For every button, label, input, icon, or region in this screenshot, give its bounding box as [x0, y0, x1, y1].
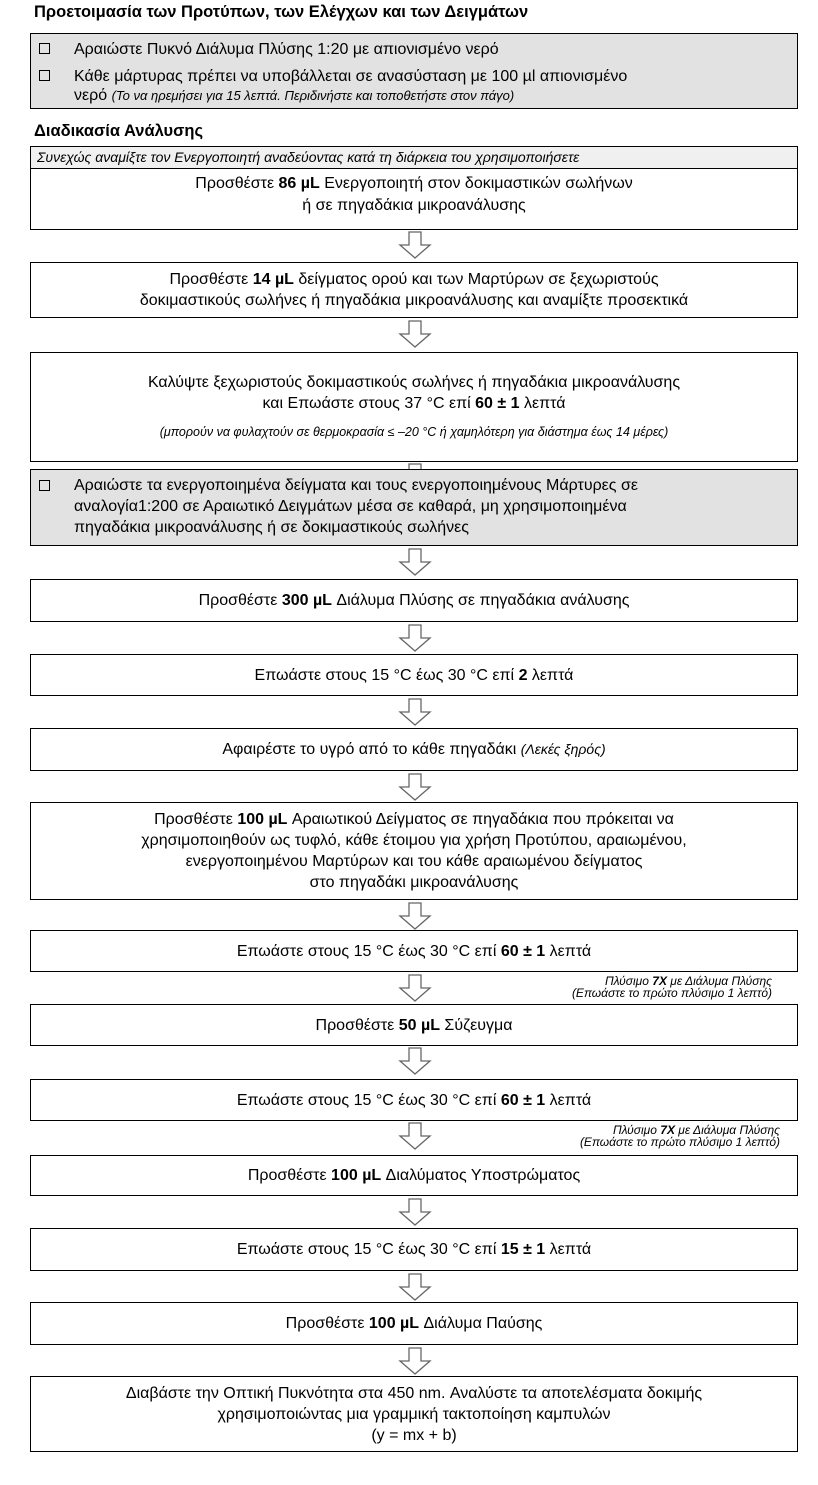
- step-4-item: [31, 475, 638, 538]
- checkbox-icon: [39, 480, 50, 491]
- step-13-post: λεπτά: [545, 1241, 592, 1258]
- step-15-line3: (y = mx + b): [371, 1426, 457, 1444]
- step-11-time: 60 ± 1: [500, 1091, 546, 1109]
- step-1-line2: ή σε πηγαδάκια μικροανάλυσης: [302, 197, 526, 214]
- prep-item-2-text: [74, 67, 627, 105]
- checkbox-icon: [39, 70, 50, 81]
- down-arrow-icon: [398, 231, 432, 259]
- step-1-pre: Προσθέστε: [195, 175, 279, 192]
- prep-item-1-text: Αραιώστε Πυκνό Διάλυμα Πλύσης 1:20 με απιονισμένο νερό: [74, 41, 499, 58]
- step-1-volume: 86 µL: [278, 175, 320, 192]
- down-arrow-icon: [398, 773, 432, 801]
- step-14-pre: Προσθέστε: [285, 1315, 369, 1332]
- wash-2-post: με Διάλυμα Πλύσης: [674, 1123, 780, 1137]
- step-4-line2: αναλογία1:200 σε Αραιωτικό Δειγμάτων μέσα σε καθαρά, μη χρησιμοποιημένα: [74, 498, 627, 515]
- wash-1-pre: Πλύσιμο: [604, 974, 653, 988]
- checkbox-icon: [39, 43, 50, 54]
- step-7-note: (Λεκές ξηρός): [520, 741, 606, 757]
- step-8-volume: 100 µL: [237, 811, 288, 828]
- step-2-line1: [169, 269, 658, 290]
- step-3-line1: Καλύψτε ξεχωριστούς δοκιμαστικούς σωλήνες ή πηγαδάκια μικροανάλυσης: [147, 373, 681, 391]
- step-8-line4: στο πηγαδάκι μικροανάλυσης: [309, 874, 519, 891]
- activator-banner: Συνεχώς αναμίξτε τον Ενεργοποιητή αναδεύοντας κατά τη διάρκεια του χρησιμοποιήσετε: [31, 147, 797, 169]
- step-4-line1: Αραιώστε τα ενεργοποιημένα δείγματα και τους ενεργοποιημένους Μάρτυρες σε: [74, 477, 638, 494]
- step-9-post: λεπτά: [545, 942, 592, 960]
- step-11-box: [30, 1079, 798, 1121]
- wash-1-line2: (Επωάστε το πρώτο πλύσιμο 1 λεπτό): [571, 986, 772, 1000]
- step-2-pre: Προσθέστε: [169, 271, 253, 288]
- step-11-pre: Επωάστε στους 15 °C έως 30 °C επί: [236, 1091, 501, 1109]
- wash-note-2: [440, 1124, 780, 1148]
- step-1-box: [30, 146, 798, 230]
- down-arrow-icon: [398, 320, 432, 348]
- step-9-time: 60 ± 1: [500, 942, 546, 960]
- down-arrow-icon: [398, 1347, 432, 1375]
- wash-1-post: με Διάλυμα Πλύσης: [666, 974, 772, 988]
- wash-1-count: 7X: [652, 974, 667, 988]
- step-6-box: [30, 654, 798, 696]
- prep-item-2-line2: νερό: [74, 87, 108, 104]
- step-4-line3: πηγαδάκια μικροανάλυσης ή σε δοκιμαστικούς σωλήνες: [74, 519, 469, 536]
- step-6-post: λεπτά: [527, 666, 574, 684]
- down-arrow-icon: [398, 698, 432, 726]
- step-2-post: δείγματος ορού και των Μαρτύρων σε ξεχωριστούς: [293, 271, 659, 288]
- step-1-post: Ενεργοποιητή στον δοκιμαστικών σωλήνων: [319, 175, 633, 192]
- step-9-pre: Επωάστε στους 15 °C έως 30 °C επί: [236, 942, 501, 960]
- down-arrow-icon: [398, 974, 432, 1002]
- prep-item-2-note: (Το να ηρεμήσει για 15 λεπτά. Περιδινήστε και τοποθετήστε στον πάγο): [111, 88, 515, 103]
- step-3-note: (μπορούν να φυλαχτούν σε θερμοκρασία ≤ –20 °C ή χαμηλότερη για διάστημα έως 14 μέρες): [159, 424, 669, 439]
- step-8-box: [30, 802, 798, 900]
- step-5-post: Διάλυμα Πλύσης σε πηγαδάκια ανάλυσης: [331, 592, 630, 609]
- step-12-post: Διαλύματος Υποστρώματος: [381, 1167, 581, 1184]
- step-10-pre: Προσθέστε: [315, 1016, 399, 1034]
- prep-item-1: [31, 40, 499, 59]
- step-10-volume: 50 µL: [398, 1016, 440, 1034]
- step-2-volume: 14 µL: [252, 271, 294, 288]
- step-15-line1: Διαβάστε την Οπτική Πυκνότητα στα 450 nm. Αναλύστε τα αποτελέσματα δοκιμής: [125, 1384, 703, 1402]
- prep-item-2: [31, 67, 627, 105]
- step-8-pre: Προσθέστε: [154, 811, 238, 828]
- step-11-post: λεπτά: [545, 1091, 592, 1109]
- assay-heading: Διαδικασία Ανάλυσης: [34, 122, 204, 140]
- step-3-post: λεπτά: [519, 394, 566, 412]
- step-8-line3: ενεργοποιημένου Μαρτύρων και του κάθε αραιωμένου δείγματος: [185, 853, 643, 870]
- down-arrow-icon: [398, 1198, 432, 1226]
- wash-note-1: [440, 975, 772, 999]
- down-arrow-icon: [398, 1047, 432, 1075]
- step-12-pre: Προσθέστε: [247, 1167, 332, 1184]
- step-4-text: [74, 475, 638, 538]
- step-14-post: Διάλυμα Παύσης: [419, 1315, 543, 1332]
- step-13-pre: Επωάστε στους 15 °C έως 30 °C επί: [236, 1241, 501, 1258]
- down-arrow-icon: [398, 902, 432, 930]
- wash-2-count: 7X: [660, 1123, 675, 1137]
- step-5-pre: Προσθέστε: [198, 592, 282, 609]
- down-arrow-icon: [398, 1122, 432, 1150]
- step-13-time: 15 ± 1: [500, 1241, 546, 1258]
- step-15-box: [30, 1376, 798, 1452]
- step-13-box: [30, 1228, 798, 1271]
- step-1-text: [31, 173, 797, 217]
- step-7-box: [30, 728, 798, 771]
- prep-box: [30, 33, 798, 109]
- step-3-line2: [263, 393, 566, 414]
- step-10-box: [30, 1004, 798, 1046]
- down-arrow-icon: [398, 624, 432, 652]
- wash-2-line2: (Επωάστε το πρώτο πλύσιμο 1 λεπτό): [579, 1135, 780, 1149]
- step-8-line2: χρησιμοποιηθούν ως τυφλό, κάθε έτοιμου για χρήση Προτύπου, αραιωμένου,: [141, 832, 687, 849]
- step-3-pre: και Επωάστε στους 37 °C επί: [262, 394, 476, 412]
- step-14-box: [30, 1302, 798, 1345]
- step-10-post: Σύζευγμα: [439, 1016, 513, 1034]
- prep-item-2-line1: Κάθε μάρτυρας πρέπει να υποβάλλεται σε ανασύσταση με 100 µl απιονισμένο: [74, 68, 628, 85]
- down-arrow-icon: [398, 1273, 432, 1301]
- step-5-volume: 300 µL: [281, 592, 332, 609]
- step-6-time: 2: [518, 666, 528, 684]
- step-12-volume: 100 µL: [331, 1167, 382, 1184]
- step-2-box: [30, 262, 798, 318]
- down-arrow-icon: [398, 548, 432, 576]
- step-15-line2: χρησιμοποιώντας μια γραμμική τακτοποίηση καμπυλών: [217, 1405, 611, 1423]
- step-12-box: [30, 1155, 798, 1196]
- step-8-post: Αραιωτικού Δείγματος σε πηγαδάκια που πρόκειται να: [287, 811, 674, 828]
- step-4-box: [30, 469, 798, 546]
- step-9-box: [30, 930, 798, 972]
- prep-heading: Προετοιμασία των Προτύπων, των Ελέγχων και των Δειγμάτων: [34, 3, 529, 21]
- step-14-volume: 100 µL: [368, 1315, 420, 1332]
- step-7-pre: Αφαιρέστε το υγρό από το κάθε πηγαδάκι: [222, 741, 521, 758]
- step-2-line2: δοκιμαστικούς σωλήνες ή πηγαδάκια μικροανάλυσης και αναμίξτε προσεκτικά: [139, 292, 689, 309]
- step-3-box: [30, 352, 798, 462]
- wash-2-pre: Πλύσιμο: [612, 1123, 661, 1137]
- step-6-pre: Επωάστε στους 15 °C έως 30 °C επί: [254, 666, 519, 684]
- step-3-time: 60 ± 1: [475, 394, 520, 412]
- step-5-box: [30, 579, 798, 622]
